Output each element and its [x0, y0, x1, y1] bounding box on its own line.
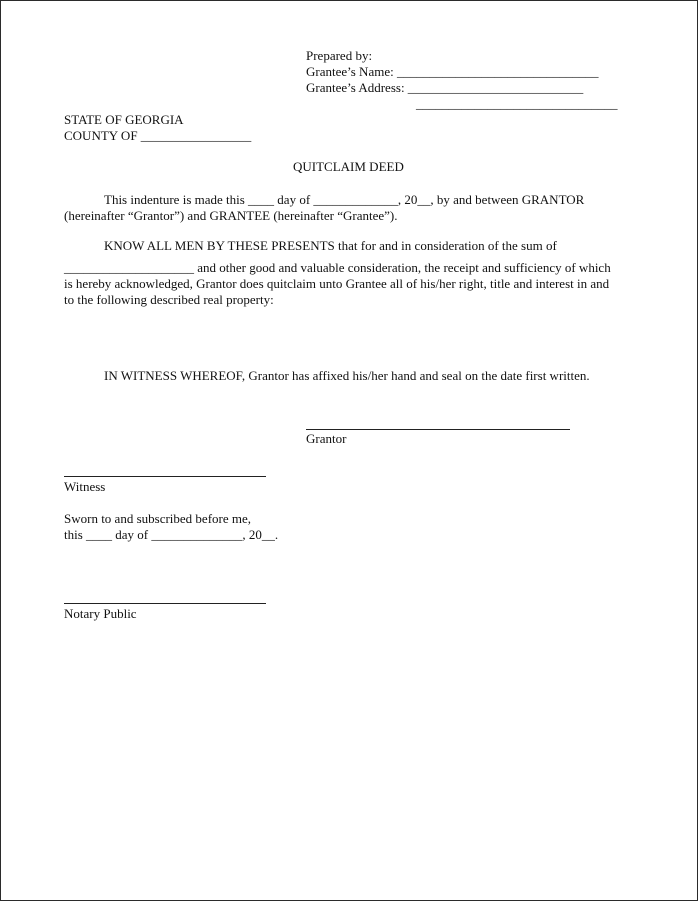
- grantor-label: Grantor: [306, 431, 347, 446]
- witness-clause: IN WITNESS WHEREOF, Grantor has affixed his/her hand and seal on the date first written.: [104, 368, 590, 383]
- grantee-address-field: Grantee’s Address: ___________________________: [306, 80, 584, 95]
- indenture-line-1: This indenture is made this ____ day of _____________, 20__, by and between GRANTOR: [104, 192, 585, 207]
- prepared-by-label: Prepared by:: [306, 48, 373, 63]
- document-title: QUITCLAIM DEED: [293, 159, 404, 174]
- witness-label: Witness: [64, 479, 106, 494]
- grantee-address-line-2: _______________________________: [416, 96, 618, 111]
- consideration-line-3: is hereby acknowledged, Grantor does quitclaim unto Grantee all of his/her right, title and interest in and: [64, 276, 610, 291]
- grantee-name-field: Grantee’s Name: _______________________________: [306, 64, 599, 79]
- county-line: COUNTY OF _________________: [64, 128, 252, 143]
- consideration-line-1: KNOW ALL MEN BY THESE PRESENTS that for and in consideration of the sum of: [104, 238, 557, 253]
- jurat-line-1: Sworn to and subscribed before me,: [64, 511, 252, 526]
- jurat-line-2: this ____ day of ______________, 20__.: [64, 527, 279, 542]
- indenture-line-2: (hereinafter “Grantor”) and GRANTEE (hereinafter “Grantee”).: [64, 208, 398, 223]
- consideration-line-4: to the following described real property:: [64, 292, 274, 307]
- witness-signature-line: [64, 476, 266, 477]
- consideration-line-2: ____________________ and other good and valuable consideration, the receipt and sufficiency of which: [64, 260, 611, 275]
- state-line: STATE OF GEORGIA: [64, 112, 184, 127]
- grantor-signature-line: [306, 429, 570, 430]
- notary-signature-line: [64, 603, 266, 604]
- notary-public-label: Notary Public: [64, 606, 137, 621]
